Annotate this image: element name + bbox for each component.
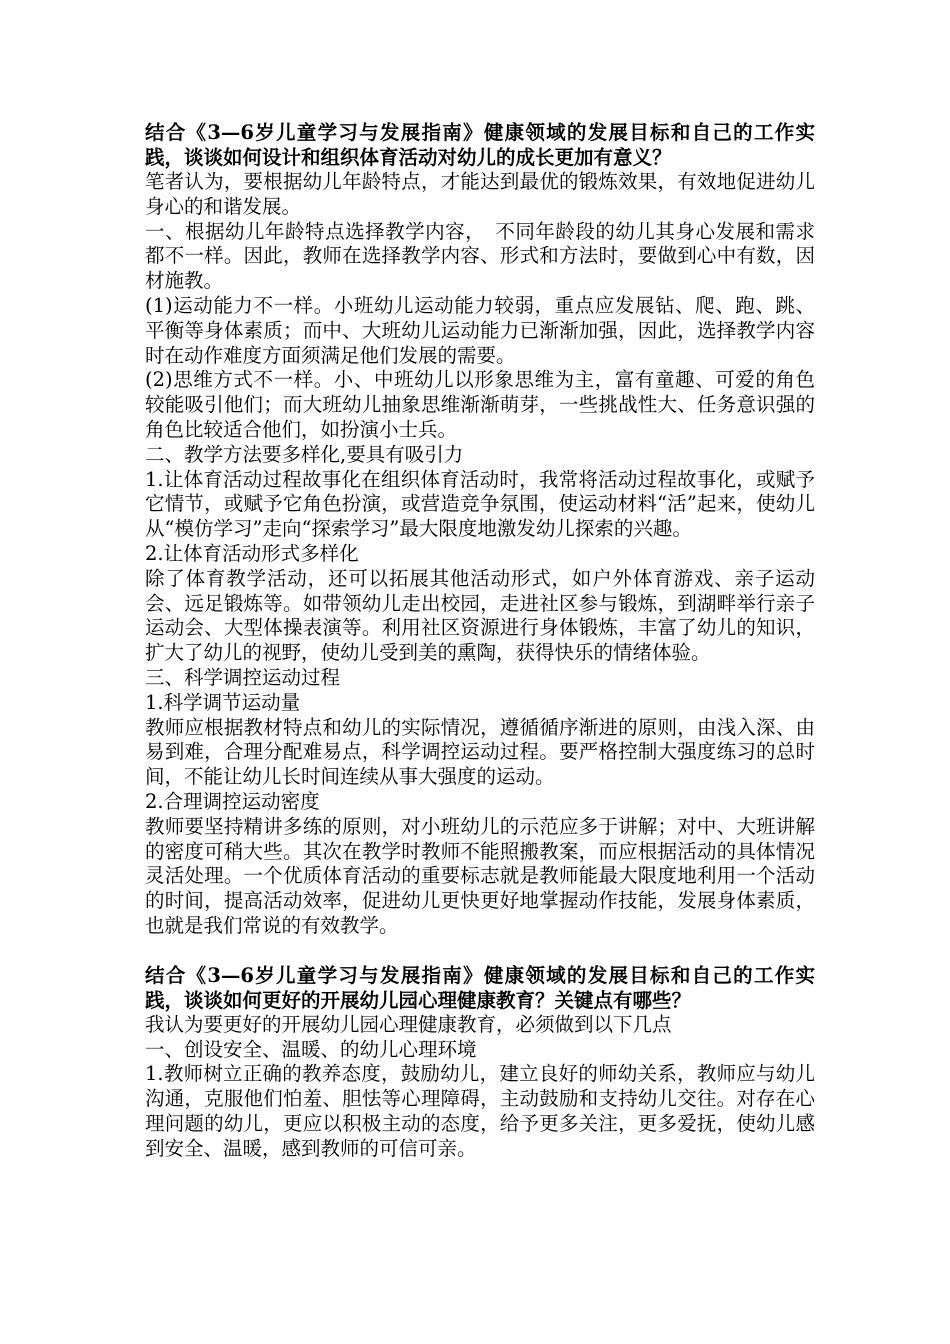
section2-subheading: 一、创设安全、温暖、的幼儿心理环境 [145, 1037, 477, 1061]
section1-paragraph: (1)运动能力不一样。小班幼儿运动能力较弱，重点应发展钻、爬、跑、跳、平衡等身体素质；而中、大班幼儿运动能力已渐渐加强，因此，选择教学内容时在动作难度方面须满足他们发展的需要。 [145, 293, 815, 367]
section1-paragraph: (2)思维方式不一样。小、中班幼儿以形象思维为主，富有童趣、可爱的角色较能吸引他们；而大班幼儿抽象思维渐渐萌芽，一些挑战性大、任务意识强的角色比较适合他们，如扮演小士兵。 [145, 368, 815, 441]
section1-paragraph: 一、根据幼儿年龄特点选择教学内容， 不同年龄段的幼儿其身心发展和需求都不一样。因此，教师在选择教学内容、形式和方法时，要做到心中有数，因材施教。 [145, 219, 815, 293]
document-page [145, 120, 815, 1161]
section1-paragraph: 笔者认为，要根据幼儿年龄特点，才能达到最优的锻炼效果，有效地促进幼儿身心的和谐发展。 [145, 170, 815, 218]
section1-paragraph: 教师要坚持精讲多练的原则，对小班幼儿的示范应多于讲解；对中、大班讲解的密度可稍大些。其次在教学时教师不能照搬教案，而应根据活动的具体情况灵活处理。一个优质体育活动的重要标志就是教师能最大限度地利用一个活动的时间，提高活动效率，促进幼儿更快更好地掌握动作技能，发展身体素质，也就是我们常说的有效教学。 [145, 814, 815, 937]
section1-subheading: 1.科学调节运动量 [145, 690, 301, 714]
section1-subheading: 2.让体育活动形式多样化 [145, 541, 359, 565]
section-divider-space [145, 939, 815, 963]
section2-paragraph: 1.教师树立正确的教养态度，鼓励幼儿，建立良好的师幼关系，教师应与幼儿沟通，克服他们怕羞、胆怯等心理障碍，主动鼓励和支持幼儿交往。对存在心理问题的幼儿，更应以积极主动的态度，给予更多关注，更多爱抚，使幼儿感到安全、温暖，感到教师的可信可亲。 [145, 1062, 815, 1160]
section1-paragraph: 除了体育教学活动，还可以拓展其他活动形式，如户外体育游戏、亲子运动会、远足锻炼等。如带领幼儿走出校园，走进社区参与锻炼，到湖畔举行亲子运动会、大型体操表演等。利用社区资源进行身体锻炼，丰富了幼儿的知识，扩大了幼儿的视野，使幼儿受到美的熏陶，获得快乐的情绪体验。 [145, 566, 815, 665]
section1-subheading: 三、科学调控运动过程 [145, 665, 341, 689]
section2-heading: 结合《3—6岁儿童学习与发展指南》健康领域的发展目标和自己的工作实践，谈谈如何更好的开展幼儿园心理健康教育？关键点有哪些？ [145, 963, 815, 1012]
section1-subheading: 二、教学方法要多样化,要具有吸引力 [145, 442, 464, 466]
section1-heading: 结合《3—6岁儿童学习与发展指南》健康领域的发展目标和自己的工作实践，谈谈如何设计和组织体育活动对幼儿的成长更加有意义？ [145, 121, 815, 169]
section1-subheading: 2.合理调控运动密度 [145, 789, 320, 813]
section1-paragraph: 1.让体育活动过程故事化在组织体育活动时，我常将活动过程故事化，或赋予它情节，或赋予它角色扮演，或营造竞争氛围，使运动材料“活”起来，使幼儿从“模仿学习”走向“探索学习”最大限度地激发幼儿探索的兴趣。 [145, 467, 815, 541]
section2-paragraph: 我认为要更好的开展幼儿园心理健康教育，必须做到以下几点 [145, 1012, 672, 1036]
section1-paragraph: 教师应根据教材特点和幼儿的实际情况，遵循循序渐进的原则，由浅入深、由易到难，合理分配难易点，科学调控运动过程。要严格控制大强度练习的总时间，不能让幼儿长时间连续从事大强度的运动。 [145, 715, 815, 789]
